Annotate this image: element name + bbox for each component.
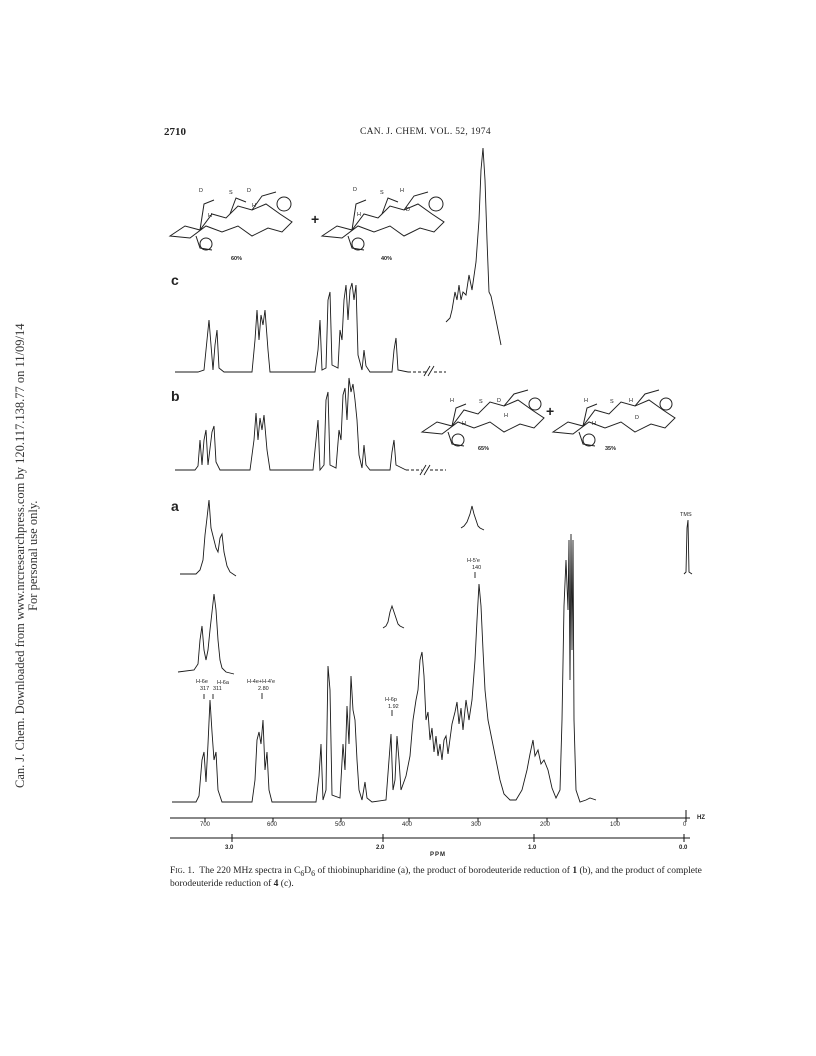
peak-value-h6e: 317 [200,686,210,692]
hz-tick-label: 500 [335,822,346,828]
caption-compound-ref: 4 [273,878,279,889]
plus-sign-top: + [311,211,320,227]
structure-percent-60: 60% [231,256,243,262]
atom-label: D [199,188,203,194]
atom-label: D [497,398,501,404]
caption-subscript: 6 [300,868,305,878]
caption-text: D [304,866,312,876]
structure-percent-35: 35% [605,446,617,452]
molecule-structure-40 [322,192,444,250]
peak-label-h6a: H-6a [217,680,229,686]
atom-label: H [357,212,361,218]
hz-tick-label: 100 [610,822,621,828]
caption-compound-ref: 1 [572,866,578,876]
spectrum-c-break [424,366,434,376]
hz-tick-label: 300 [471,822,482,828]
peak-label-h4: H-4e+H-4'e [247,679,276,685]
atom-label: D [353,187,357,193]
caption-subscript: 6 [311,868,316,878]
hz-axis-label: HZ [697,815,705,821]
panel-label-a: a [171,498,179,514]
hz-tick-label: 600 [267,822,278,828]
ppm-tick-label: 3.0 [225,845,234,851]
annotation-ticks [204,572,475,716]
multiplet-inset-192 [383,606,404,628]
atom-label: D [247,188,251,194]
atom-label: H [629,398,633,404]
atom-label: H [504,413,508,419]
spectrum-b [175,378,406,470]
multiplet-inset-140 [461,506,484,530]
ppm-tick-label: 2.0 [376,845,385,851]
caption-text: The 220 MHz spectra in C [199,866,301,876]
spectrum-a-inset-2 [178,594,234,674]
plus-sign-mid: + [546,403,555,419]
atom-label: H [462,421,466,427]
molecule-structure-60 [170,192,292,250]
caption-text: of thiobinupharidine (a), the product of borodeuteride reduction of [315,866,573,876]
running-head: CAN. J. CHEM. VOL. 52, 1974 [360,127,491,137]
spectrum-c [175,283,408,372]
axes [170,810,690,842]
ppm-tick-label: 0.0 [679,845,688,851]
peak-label-h6p: H-6p [385,697,397,703]
spectrum-a [172,534,596,802]
hz-tick-label: 700 [200,822,211,828]
ppm-tick-label: 1.0 [528,845,537,851]
download-notice-line2: For personal use only. [26,500,40,611]
atom-label: S [380,190,384,196]
atom-label: S [610,399,614,405]
hz-tick-label: 0 [683,822,687,828]
ppm-axis-label: PPM [430,852,447,858]
structure-percent-40: 40% [381,256,393,262]
panel-label-b: b [171,388,180,404]
peak-value-h6p: 1.92 [388,704,399,710]
hz-tick-label: 200 [540,822,551,828]
peak-value-h5p: 140 [472,565,482,571]
caption-lead: Fig. 1. [170,866,195,876]
structure-percent-65: 65% [478,446,490,452]
tms-peak [684,520,692,574]
atom-label: H [592,421,596,427]
page-number: 2710 [164,126,186,138]
caption-text: (c). [278,878,294,889]
atom-label: H [584,398,588,404]
hz-axis-ticks [205,810,686,822]
peak-value-h4: 2.80 [258,686,269,692]
molecule-structure-65 [422,390,544,446]
peak-label-h6e: H-6e [196,679,208,685]
download-notice-line1: Can. J. Chem. Downloaded from www.nrcresearchpress.com by 120.117.138.77 on 11/09/14 [13,323,27,788]
atom-label: S [479,399,483,405]
atom-label: D [406,207,410,213]
caption-text: (b), and the product of complete borodeuteride reduction of [170,866,702,889]
atom-label: H [450,398,454,404]
molecule-structure-35 [553,390,675,446]
atom-label: S [229,190,233,196]
atom-label: H [400,188,404,194]
atom-label: D [635,415,639,421]
peak-label-tms: TMS [680,512,692,518]
spectrum-a-inset-1 [180,500,236,576]
spectrum-c-expansion [446,148,501,345]
peak-value-h6a: 311 [213,686,222,692]
atom-label: H [252,203,256,209]
panel-label-c: c [171,272,179,288]
hz-tick-label: 400 [402,822,413,828]
peak-label-h5p: H-5'e [467,558,480,564]
atom-label: H [208,213,212,219]
